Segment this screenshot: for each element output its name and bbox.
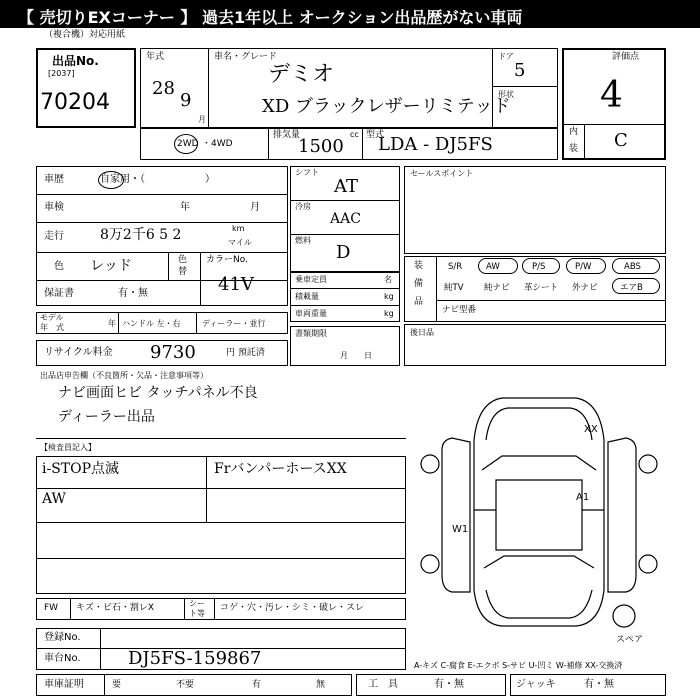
cert-label: 車庫証明: [44, 679, 84, 690]
recolor-label-1: 色: [178, 255, 188, 265]
damage-legend: A-キズ C-腐食 E-エクボ S-サビ U-凹ミ W-補修 XX-交換済: [414, 661, 623, 670]
car-grade: XD ブラックレザーリミテッド: [262, 96, 511, 117]
model-label: 型式: [366, 130, 385, 140]
equip-label-1: 装: [414, 261, 424, 271]
cert-not-required: 不要: [176, 680, 195, 690]
color-code-label: カラーNo.: [206, 255, 248, 265]
diagram-right-front-wheel: [639, 455, 657, 473]
seat-label-2: ト等: [189, 609, 205, 618]
load-label: 積載量: [295, 292, 319, 301]
tools-value: 有・無: [434, 679, 464, 690]
navi-model-label: ナビ型番: [442, 305, 477, 315]
fuel-label: 燃料: [295, 236, 311, 245]
mileage-value: 8万2千6 5 2: [100, 227, 182, 243]
history-value: 自家用・（ ）: [100, 174, 215, 185]
diagram-roof: [496, 480, 582, 550]
cert-yes: 有: [252, 680, 262, 690]
lot-label: 出品No.: [52, 54, 99, 68]
equip-ps: P/S: [532, 262, 546, 272]
name-label: 車名・グレード: [214, 52, 278, 62]
capacity-unit: 名: [384, 275, 392, 284]
diagram-right-rear-wheel: [639, 555, 657, 573]
reg-label: 登録No.: [44, 632, 81, 643]
model-year-label-1: モデル: [40, 313, 64, 322]
model-year-label-2: 年 式: [40, 323, 64, 332]
shift-value: AT: [334, 176, 359, 197]
ac-label: 冷房: [295, 202, 311, 211]
diagram-left-rear-wheel: [421, 555, 439, 573]
disp-label: 排気量: [273, 130, 301, 140]
month-value: 9: [180, 90, 192, 111]
diagram-left-front-wheel: [421, 455, 439, 473]
diagram-spare-tire: [613, 605, 635, 627]
notes-line-1: ナビ画面ヒビ タッチパネル不良: [58, 385, 258, 401]
disp-value: 1500: [298, 136, 344, 157]
inspector-line-3: FrバンパーホースXX: [214, 461, 347, 477]
equip-label-3: 品: [414, 297, 424, 307]
interior-value: C: [614, 130, 628, 151]
diagram-mark-a1: A1: [576, 492, 590, 503]
dealer-label: ディーラー・並行: [202, 319, 266, 328]
sales-point-label: セールスポイント: [410, 169, 474, 178]
equip-leather: 革シート: [524, 283, 559, 293]
chassis-label: 車台No.: [44, 653, 81, 664]
retrofit-box: [404, 324, 666, 366]
diagram-mark-xx: XX: [584, 424, 598, 435]
recycle-value: 9730: [150, 342, 196, 363]
equip-navi: 純ナビ: [484, 283, 510, 293]
weight-label: 車両重量: [295, 309, 327, 318]
equip-label-2: 備: [414, 279, 424, 289]
jack-label: ジャッキ: [516, 679, 556, 690]
shape-label: 形状: [498, 90, 514, 99]
doors-value: 5: [514, 60, 526, 81]
fuel-value: D: [336, 242, 351, 263]
inspector-line-1: i-STOP点滅: [42, 461, 120, 477]
equip-abs: ABS: [624, 262, 641, 272]
car-damage-diagram: [412, 380, 666, 642]
seat-label-1: シー: [189, 599, 205, 608]
equip-aw: AW: [486, 262, 500, 272]
cert-no: 無: [316, 680, 326, 690]
year-label: 年式: [146, 52, 165, 62]
drive-4wd: ・4WD: [202, 139, 233, 149]
mileage-label: 走行: [44, 231, 64, 242]
equip-ext-navi: 外ナビ: [572, 283, 598, 293]
inspect-year: 年: [180, 202, 190, 213]
shift-label: シフト: [295, 168, 319, 177]
capacity-label: 乗車定員: [295, 275, 327, 284]
recycle-unit: 円 預託済: [226, 348, 265, 358]
fw-label: FW: [44, 603, 59, 613]
retrofit-label: 後日品: [410, 328, 434, 337]
warranty-label: 保証書: [44, 288, 74, 299]
seat-items: コゲ・穴・汚レ・シミ・破レ・スレ: [220, 603, 365, 613]
sales-point-box: [404, 166, 666, 254]
inspect-label: 車検: [44, 202, 64, 213]
chassis-value: DJ5FS-159867: [128, 648, 262, 669]
model-year-unit: 年: [108, 319, 116, 328]
doors-label: ドア: [498, 52, 514, 61]
drive-2wd: 2WD: [177, 139, 199, 149]
mileage-unit-km: km: [232, 224, 245, 233]
header-title: 【 売切りEXコーナー 】 過去1年以上 オークション出品歴がない車両: [18, 8, 523, 27]
equip-airbag: エアB: [620, 283, 643, 293]
diagram-rear-window: [484, 556, 594, 568]
score-value: 4: [600, 75, 623, 116]
car-name: デミオ: [268, 62, 335, 87]
paper-subtitle: （複合機）対応用紙: [44, 30, 126, 40]
recolor-label-2: 替: [178, 267, 188, 277]
warranty-value: 有・無: [118, 288, 148, 299]
diagram-windshield: [482, 456, 596, 470]
month-unit: 月: [198, 115, 206, 124]
cert-required: 要: [112, 680, 122, 690]
diagram-trunk: [486, 590, 592, 618]
year-value: 28: [152, 78, 175, 99]
jack-value: 有・無: [584, 679, 614, 690]
notes-label: 出品店申告欄（不良箇所・欠品・注意事項等）: [40, 371, 208, 380]
history-circle: [98, 171, 124, 189]
diagram-hood: [486, 408, 592, 440]
load-unit: kg: [384, 292, 394, 301]
ac-value: AAC: [330, 211, 361, 227]
weight-unit: kg: [384, 309, 394, 318]
equip-tv: 純TV: [444, 283, 464, 293]
mileage-unit-mile: マイル: [228, 238, 252, 247]
inspector-label: 【検査員記入】: [40, 443, 96, 452]
color-value: レッド: [90, 258, 132, 274]
diagram-spare-label: スペア: [616, 635, 644, 642]
inspector-line-2: AW: [42, 491, 66, 507]
fw-items: キズ・ビ石・割レX: [76, 603, 154, 613]
lot-number: 70204: [40, 90, 110, 115]
history-label: 車歴: [44, 174, 64, 185]
diagram-left-side: [442, 438, 470, 592]
disp-unit: cc: [350, 130, 359, 139]
handle-label: ハンドル 左・右: [122, 319, 181, 328]
notes-line-2: ディーラー出品: [58, 409, 155, 425]
equip-sr: S/R: [448, 262, 463, 272]
expire-label: 書類期限: [295, 329, 327, 338]
recycle-label: リサイクル料金: [44, 347, 113, 358]
equip-pw: P/W: [575, 262, 592, 272]
color-code-value: 41V: [218, 274, 254, 295]
diagram-mark-w1: W1: [452, 524, 469, 535]
lot-sub: [2037]: [48, 69, 75, 78]
interior-label-1: 内: [569, 127, 579, 137]
score-label: 評価点: [612, 52, 640, 62]
color-label: 色: [54, 261, 64, 272]
interior-label-2: 装: [569, 144, 579, 154]
tools-label: 工 具: [368, 679, 398, 690]
expire-unit: 月 日: [340, 351, 372, 360]
model-value: LDA - DJ5FS: [378, 134, 493, 155]
diagram-right-side: [608, 438, 636, 592]
inspect-month: 月: [250, 202, 260, 213]
